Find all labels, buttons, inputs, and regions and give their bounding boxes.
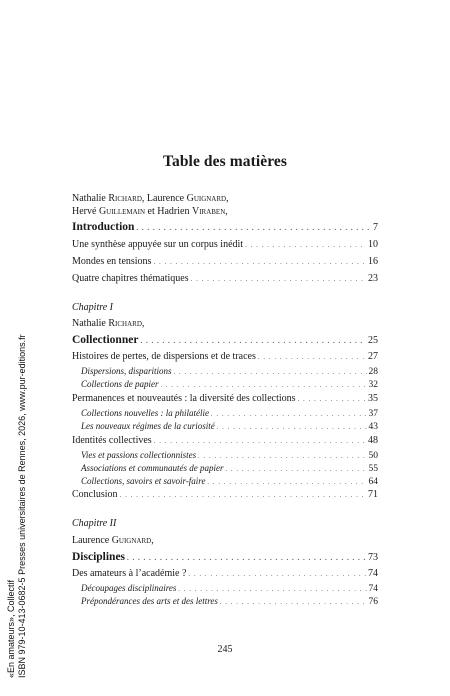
dot-leader — [136, 222, 371, 234]
dot-leader — [161, 379, 367, 391]
toc-entry[interactable]: Identités collectives . . . 48 — [72, 435, 378, 447]
toc-subentry[interactable]: Prépondérances des arts et des lettres . . . 76 — [72, 595, 378, 608]
intro-authors-line-2: Hervé Guillemain et Hadrien Viraben, — [72, 206, 228, 217]
dot-leader — [207, 476, 366, 488]
toc-entry-introduction[interactable]: Introduction . . . 7 — [72, 221, 378, 234]
toc-subentry[interactable]: Associations et communautés de papier . . . 55 — [72, 462, 378, 475]
toc-entry[interactable]: Histoires de pertes, de dispersions et de traces . . . 27 — [72, 351, 378, 363]
chapter-1-author: Nathalie Richard, — [72, 318, 145, 329]
toc-subentry[interactable]: Collections nouvelles : la philatélie . . . 37 — [72, 407, 378, 420]
dot-leader — [178, 583, 366, 595]
toc-subentry[interactable]: Dispersions, disparitions . . . 28 — [72, 365, 378, 378]
dot-leader — [191, 273, 366, 285]
toc-entry[interactable]: Quatre chapitres thématiques . . . 23 — [72, 273, 378, 285]
dot-leader — [198, 450, 366, 462]
toc-subentry[interactable]: Vies et passions collectionnistes . . . 50 — [72, 449, 378, 462]
dot-leader — [188, 568, 366, 580]
dot-leader — [298, 393, 366, 405]
chapter-2-author: Laurence Guignard, — [72, 535, 154, 546]
page-number: 245 — [217, 644, 233, 655]
toc-entry[interactable]: Une synthèse appuyée sur un corpus inédit . . . 10 — [72, 239, 378, 251]
side-note-line-1: «En amateurs», Collectif — [6, 579, 16, 678]
toc-subentry[interactable]: Collections de papier . . . 32 — [72, 378, 378, 391]
dot-leader — [245, 239, 366, 251]
dot-leader — [120, 489, 366, 501]
side-note-line-2: ISBN 979-10-413-0682-5 Presses universitaires de Rennes, 2026, www.pur-editions.fr — [17, 334, 27, 678]
chapter-1-label: Chapitre I — [72, 302, 114, 313]
dot-leader — [211, 408, 367, 420]
dot-leader — [154, 435, 366, 447]
chapter-2-label: Chapitre II — [72, 518, 117, 529]
dot-leader — [217, 421, 367, 433]
toc-entry-disciplines[interactable]: Disciplines . . . 73 — [72, 551, 378, 564]
toc-entry[interactable]: Permanences et nouveautés : la diversité des collections . . . 35 — [72, 393, 378, 405]
dot-leader — [127, 552, 366, 564]
side-copyright-note — [6, 334, 28, 678]
dot-leader — [220, 596, 367, 608]
intro-authors-line-1: Nathalie Richard, Laurence Guignard, — [72, 193, 229, 204]
toc-entry[interactable]: Mondes en tensions . . . 16 — [72, 256, 378, 268]
dot-leader — [174, 366, 367, 378]
dot-leader — [225, 463, 366, 475]
toc-subentry[interactable]: Les nouveaux régimes de la curiosité . . . 43 — [72, 420, 378, 433]
toc-entry[interactable]: Conclusion . . . 71 — [72, 489, 378, 501]
toc-subentry[interactable]: Collections, savoirs et savoir-faire . . . 64 — [72, 475, 378, 488]
page-title: Table des matières — [162, 153, 288, 170]
toc-entry[interactable]: Des amateurs à l’académie ? . . . 74 — [72, 568, 378, 580]
toc-subentry[interactable]: Découpages disciplinaires . . . 74 — [72, 582, 378, 595]
dot-leader — [153, 256, 366, 268]
dot-leader — [258, 351, 366, 363]
dot-leader — [140, 335, 366, 347]
toc-entry-collectionner[interactable]: Collectionner . . . 25 — [72, 334, 378, 347]
